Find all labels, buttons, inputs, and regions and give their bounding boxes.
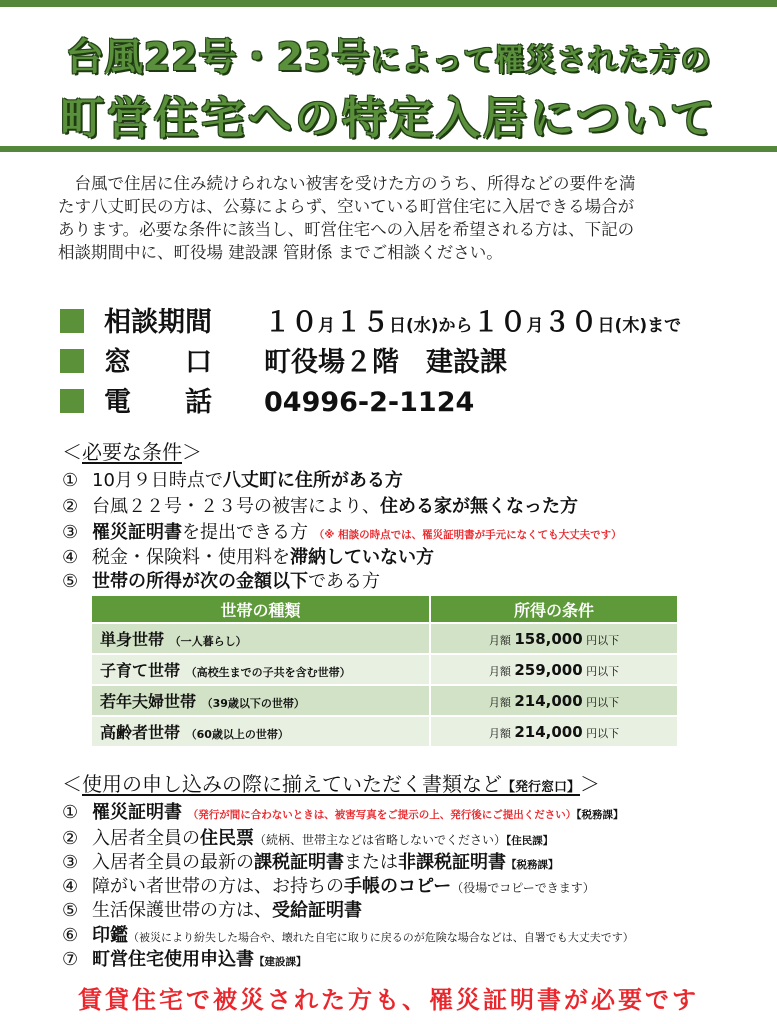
intro-line: 相談期間中に、町役場 建設課 管財係 までご相談ください。	[58, 243, 503, 262]
condition-note: （※ 相談の時点では、罹災証明書が手元になくても大丈夫です）	[313, 529, 622, 541]
document-item: ④ 障がい者世帯の方は、お持ちの手帳のコピー（役場でコピーできます）	[62, 876, 595, 897]
income-conditions-table	[92, 596, 677, 746]
condition-item: ② 台風２２号・２３号の被害により、住める家が無くなった方	[62, 496, 578, 517]
table-header: 所得の条件	[430, 596, 677, 623]
income-limit: 月額 259,000 円以下	[430, 654, 677, 685]
table-row	[92, 623, 677, 654]
table-row	[92, 716, 677, 746]
intro-line: たす八丈町民の方は、公募によらず、空いている町営住宅に入居できる場合が	[58, 197, 635, 216]
income-limit: 月額 214,000 円以下	[430, 716, 677, 746]
intro-paragraph	[58, 172, 718, 264]
period-label: 相談期間	[104, 307, 212, 338]
document-item: ⑦ 町営住宅使用申込書【建設課】	[62, 949, 307, 970]
household-type: 子育て世帯 （高校生までの子共を含む世帯）	[92, 654, 430, 685]
green-square-bullet	[60, 349, 84, 373]
document-item: ② 入居者全員の住民票（続柄、世帯主などは省略しないでください）【住民課】	[62, 828, 554, 849]
document-item: ⑤ 生活保護世帯の方は、受給証明書	[62, 900, 362, 921]
conditions-heading: ＜必要な条件＞	[62, 440, 202, 464]
window-value: 町役場２階 建設課	[264, 347, 507, 378]
page-title-line-1: 台風22号・23号によって罹災された方の	[65, 35, 712, 79]
consultation-period-row	[60, 300, 681, 339]
page-title-line-2: 町営住宅への特定入居について	[59, 93, 718, 144]
period-value: １０月１５日(水)から１０月３０日(木)まで	[264, 307, 682, 338]
document-item: ⑥ 印鑑（被災により紛失した場合や、壊れた自宅に取りに戻るのが危険な場合などは、自署でも大丈夫です）	[62, 925, 634, 946]
window-label: 窓 口	[104, 347, 212, 378]
green-square-bullet	[60, 309, 84, 333]
condition-item: ④ 税金・保険料・使用料を滞納していない方	[62, 547, 434, 568]
household-type: 高齢者世帯 （60歳以上の世帯）	[92, 716, 430, 746]
condition-item: ① 10月９日時点で八丈町に住所がある方	[62, 470, 403, 491]
title-bottom-rule	[0, 146, 777, 152]
document-item: ③ 入居者全員の最新の課税証明書または非課税証明書【税務課】	[62, 852, 559, 873]
documents-heading: ＜使用の申し込みの際に揃えていただく書類など【発行窓口】＞	[62, 772, 601, 796]
phone-row	[60, 380, 474, 419]
phone-label: 電 話	[104, 387, 212, 418]
contact-window-row	[60, 340, 507, 379]
table-row	[92, 654, 677, 685]
intro-line: あります。必要な条件に該当し、町営住宅への入居を希望される方は、下記の	[58, 220, 635, 239]
table-row	[92, 685, 677, 716]
document-item: ① 罹災証明書 （発行が間に合わないときは、被害写真をご提示の上、発行後にご提出ください）【税務課】	[62, 802, 624, 823]
condition-item: ③ 罹災証明書を提出できる方 （※ 相談の時点では、罹災証明書が手元になくても大丈夫です）	[62, 522, 622, 543]
income-limit: 月額 214,000 円以下	[430, 685, 677, 716]
footer-notice: 賃貸住宅で被災された方も、罹災証明書が必要です	[78, 986, 699, 1014]
table-header-row	[92, 596, 677, 623]
income-limit: 月額 158,000 円以下	[430, 623, 677, 654]
household-type: 若年夫婦世帯 （39歳以下の世帯）	[92, 685, 430, 716]
table-header: 世帯の種類	[92, 596, 430, 623]
condition-item: ⑤ 世帯の所得が次の金額以下である方	[62, 571, 380, 592]
phone-number: 04996-2-1124	[264, 387, 475, 418]
green-square-bullet	[60, 389, 84, 413]
household-type: 単身世帯 （一人暮らし）	[92, 623, 430, 654]
intro-line: 台風で住居に住み続けられない被害を受けた方のうち、所得などの要件を満	[58, 174, 636, 193]
top-rule	[0, 0, 777, 7]
